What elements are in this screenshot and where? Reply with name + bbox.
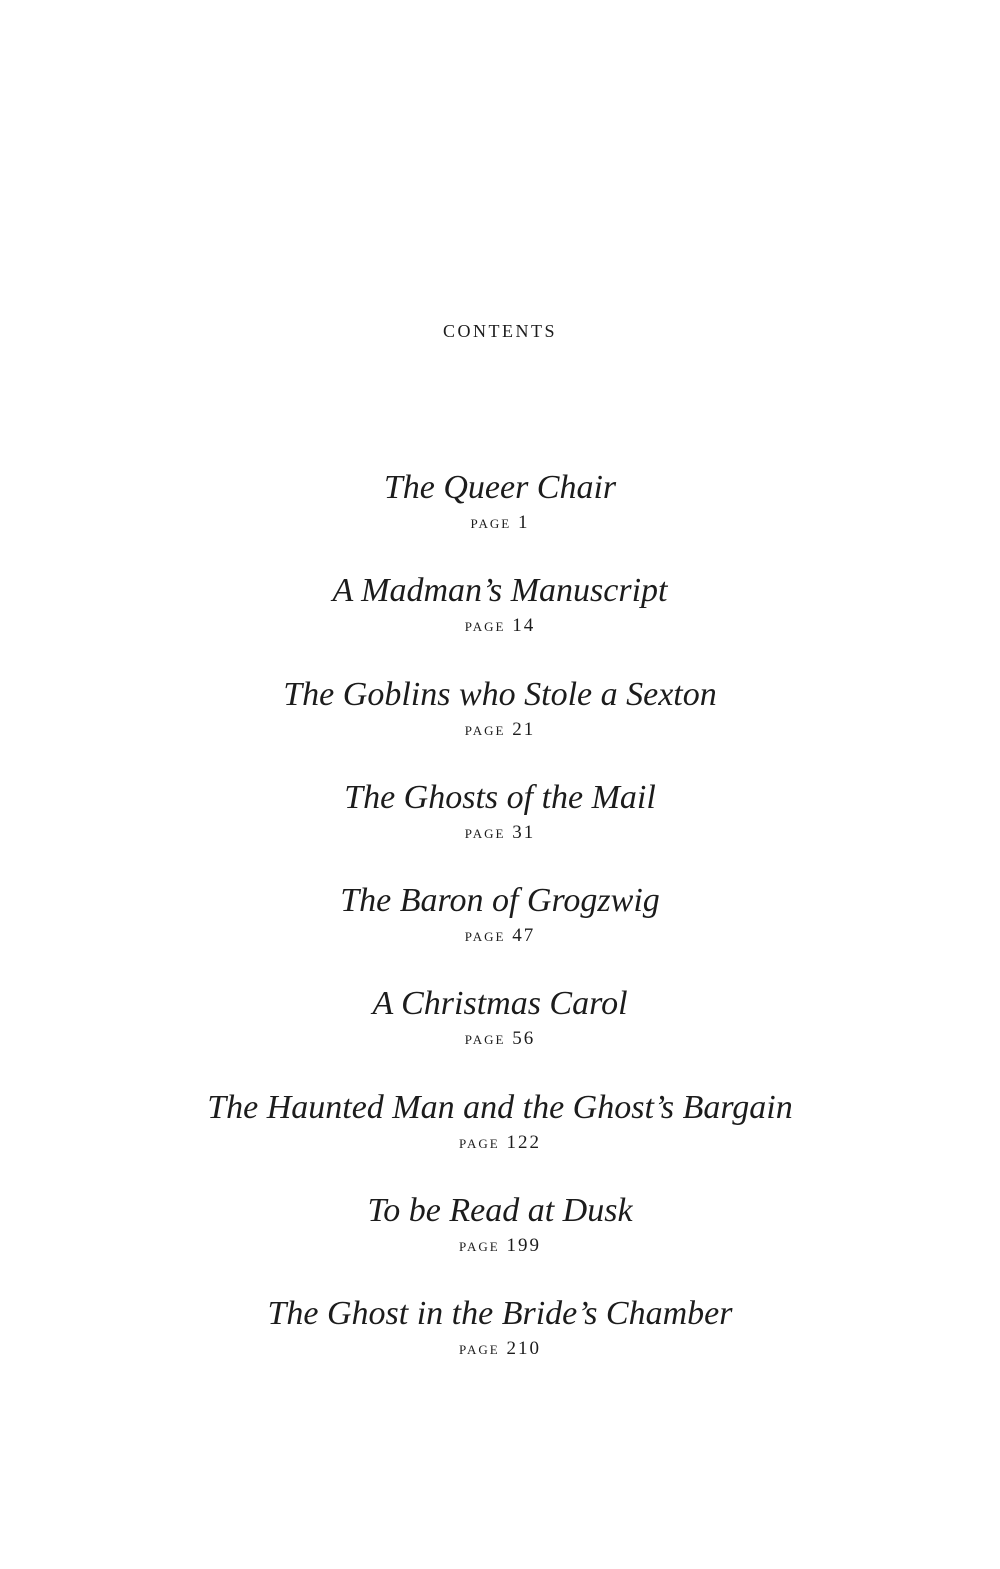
toc-entry (0, 1086, 1000, 1189)
toc-entry-page: page 199 (458, 1235, 541, 1257)
toc-entry-title: The Goblins who Stole a Sexton (283, 675, 717, 713)
toc-entry-title: To be Read at Dusk (367, 1192, 633, 1230)
toc-entry-title: The Queer Chair (383, 469, 617, 506)
toc-entry-page: page 56 (464, 1028, 536, 1050)
toc-entry-page: page 122 (458, 1131, 541, 1153)
toc-entry-page: page 210 (458, 1338, 541, 1360)
table-of-contents (0, 466, 1000, 1396)
toc-entry (0, 569, 1000, 672)
toc-entry-title: A Madman’s Manuscript (332, 572, 668, 610)
toc-entry-title: The Baron of Grogzwig (340, 882, 660, 920)
toc-entry (0, 673, 1000, 776)
toc-entry (0, 1292, 1000, 1395)
toc-entry (0, 466, 1000, 569)
toc-entry-page: page 31 (464, 821, 536, 843)
toc-entry-page: page 47 (464, 925, 536, 947)
toc-entry-page: page 21 (464, 718, 536, 740)
toc-entry-title: The Ghost in the Bride’s Chamber (267, 1295, 733, 1333)
toc-entry-title: The Haunted Man and the Ghost’s Bargain (207, 1088, 793, 1126)
toc-entry (0, 1189, 1000, 1292)
toc-entry (0, 982, 1000, 1085)
toc-entry (0, 879, 1000, 982)
toc-entry-title: A Christmas Carol (372, 985, 628, 1023)
toc-entry-title: The Ghosts of the Mail (344, 778, 656, 816)
contents-heading: contents (443, 316, 557, 343)
toc-entry-page: page 14 (464, 615, 536, 637)
toc-entry (0, 776, 1000, 879)
toc-entry-page: page 1 (470, 512, 530, 533)
